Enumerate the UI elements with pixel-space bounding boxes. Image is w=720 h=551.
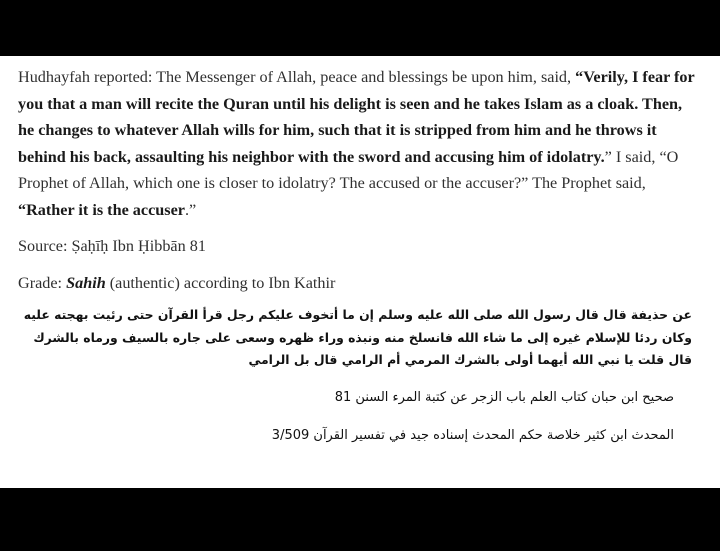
hadith-dialogue: ” I said, “O Prophet of Allah, which one is closer to idolatry? The accused or the accuser?” The Prophet said, [18,147,679,192]
hadith-quote-answer: “Rather it is the accuser [18,200,185,219]
hadith-card [0,56,720,488]
hadith-quote-main: “Verily, I fear for you that a man will recite the Quran until his delight is seen and he takes Islam as a cloak. Then, he changes to whatever Allah wills for him, such that it is stripped from him and he throws it behind his back, assaulting his neighbor with the sword and accusing him of idolatry. [18,68,695,166]
grade-line [18,270,702,297]
arabic-grade: المحدث ابن كثير خلاصة حكم المحدث إسناده جيد في تفسير القرآن 3/509 [271,427,674,443]
source-line: Source: Ṣaḥīḥ Ibn Ḥibbān 81 [18,237,206,255]
hadith-quote-end: .” [184,200,197,219]
arabic-hadith-text: عن حذيفة قال قال رسول الله صلى الله عليه وسلم إن ما أتخوف عليكم رجل قرأ القرآن حتى رئيت بهجته عليه وكان ردئا للإسلام غيره إلى ما شاء الله فانسلخ منه ونبذه وراء ظهره وسعى على جاره بالسيف ورماه بالشرك قال قلت يا نبي الله أيهما أولى بالشرك المرمي أم الرامي قال بل الرامي [23,307,692,367]
hadith-english-text [18,64,702,223]
grade-suffix: (authentic) according to Ibn Kathir [105,273,336,292]
grade-prefix: Grade: [18,273,67,292]
grade-value: Sahih [66,273,106,292]
hadith-intro: Hudhayfah reported: The Messenger of Allah, peace and blessings be upon him, said, [18,68,576,86]
arabic-source: صحيح ابن حبان كتاب العلم باب الزجر عن كتبة المرء السنن 81 [334,389,674,405]
